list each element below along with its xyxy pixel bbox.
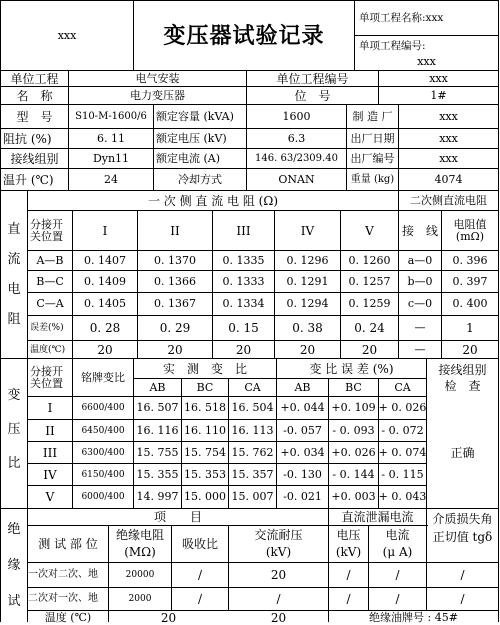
ratio-measured: 15. 762	[231, 445, 274, 459]
dc-temp-wiring: —	[414, 342, 426, 356]
ratio-group-result: 正确	[450, 445, 475, 460]
ratio-error: - 0. 144	[332, 467, 375, 481]
sub-project-name: 单项工程名称:xxx	[359, 12, 444, 24]
dc-cell: 0. 1259	[348, 297, 391, 310]
cooling-value: ONAN	[278, 172, 315, 186]
dc-tap-col: I	[102, 223, 108, 238]
dc-error: 0. 15	[228, 321, 259, 335]
date-value: xxx	[439, 131, 458, 145]
ins-current-header-line: (μ A)	[382, 545, 413, 559]
cooling-label: 冷却方式	[178, 172, 222, 186]
dc-cell: 0. 1370	[154, 253, 196, 267]
weight-value: 4074	[434, 172, 463, 186]
ins-tan-header	[427, 509, 498, 562]
temp-rise-value: 24	[104, 172, 118, 186]
capacity-value: 1600	[282, 109, 311, 123]
dc-side-char: 直	[7, 222, 21, 237]
ins-ir-header-line: (MΩ)	[124, 545, 156, 559]
header-left-code: xxx	[57, 28, 77, 42]
ratio-measured: 16. 113	[231, 423, 274, 437]
dc-cell: 0. 1291	[286, 274, 329, 288]
group-label: 接线组别	[10, 151, 59, 166]
dc-error: 0. 38	[292, 321, 323, 335]
ins-ir-header	[109, 526, 171, 562]
ratio-tap: III	[42, 445, 58, 460]
ratio-error: +0. 034	[280, 445, 325, 459]
ratio-measured: 15. 355	[136, 467, 179, 481]
ratio-error: - 0. 072	[381, 423, 424, 437]
ins-withstand-header-line: 交流耐压	[254, 528, 303, 542]
ins-temp-value-2: 20	[270, 611, 287, 625]
ins-tan: /	[460, 592, 465, 606]
ratio-side-char: 压	[7, 422, 21, 437]
ratio-measured: 14. 997	[136, 490, 179, 503]
dc-res-header-line: (mΩ)	[455, 229, 485, 243]
ratio-error: + 0. 074	[378, 445, 427, 459]
ratio-measured: 16. 116	[136, 423, 179, 437]
serial-value: xxx	[439, 151, 458, 165]
ins-tan: /	[460, 568, 465, 582]
ratio-measured: 15. 754	[184, 445, 226, 459]
unit-no-value: xxx	[429, 71, 448, 85]
position-label: 位 号	[294, 88, 331, 103]
ins-part-header: 测 试 部 位	[38, 537, 98, 551]
dc-res: 0. 396	[452, 253, 488, 267]
dc-temp-res: 20	[462, 342, 478, 357]
ratio-measured: 15. 353	[184, 467, 226, 481]
dc-cell: 0. 1334	[222, 297, 265, 310]
ins-tan-header-line: 介质损失角	[432, 512, 493, 526]
dc-tap-header-line: 关位置	[30, 229, 63, 243]
dc-cell: 0. 1409	[84, 274, 126, 288]
ratio-error: -0. 021	[283, 490, 322, 503]
dc-cell: 0. 1296	[286, 253, 329, 267]
dc-tap-col: IV	[300, 223, 315, 238]
ins-volt: /	[346, 592, 351, 606]
ratio-measured: 16. 504	[231, 401, 274, 414]
capacity-label: 额定容量 (kVA)	[156, 109, 234, 123]
maker-value: xxx	[439, 109, 458, 123]
dc-side-char: 电	[7, 282, 21, 297]
dc-row-label: B—C	[36, 274, 64, 288]
ratio-measured: 16. 518	[184, 401, 226, 414]
ratio-phase-e: CA	[394, 380, 411, 394]
ins-withstand-header-line: (kV)	[265, 545, 292, 559]
dc-secondary-title: 二次侧直流电阻	[410, 193, 487, 207]
ratio-nameplate: 6150/400	[81, 469, 125, 480]
ratio-phase-m: BC	[196, 380, 214, 394]
ratio-measured: 15. 357	[231, 467, 274, 481]
dc-side-char: 阻	[7, 312, 21, 327]
ins-item-header: 项 目	[153, 510, 202, 524]
current-label: 额定电流 (A)	[156, 151, 221, 165]
dc-tap-header-line: 分接开	[30, 217, 63, 231]
dc-cell: 0. 1257	[348, 274, 391, 288]
ratio-tap-header-line: 关位置	[30, 376, 63, 390]
unit-no-label: 单位工程编号	[276, 71, 349, 86]
dc-tap-col: V	[365, 223, 374, 238]
dc-res: 0. 397	[452, 274, 488, 288]
dc-wiring-header: 接 线	[401, 223, 438, 238]
ins-volt-header-line: 电压	[336, 528, 361, 542]
dc-row-label: A—B	[36, 253, 64, 267]
ratio-error: +0. 003	[331, 490, 376, 503]
dc-res-header-line: 电阻值	[453, 217, 487, 231]
ins-tan-header-line: 正切值 tgδ	[432, 530, 493, 544]
dc-side-char: 流	[7, 252, 21, 267]
dc-cell: 0. 1405	[84, 297, 126, 310]
ins-absorb: /	[197, 592, 203, 606]
ratio-error: -0. 057	[283, 423, 322, 437]
dc-side-label	[1, 210, 27, 340]
ratio-nameplate-header: 铭牌变比	[81, 370, 125, 384]
ins-withstand: /	[276, 592, 281, 606]
dc-tap-header	[28, 211, 72, 250]
dc-error: 0. 29	[159, 321, 191, 335]
ratio-side-char: 变	[7, 388, 21, 403]
ratio-nameplate: 6300/400	[81, 447, 125, 458]
ratio-error: - 0. 093	[332, 423, 375, 437]
ins-ir-header-line: 绝缘电阻	[115, 528, 164, 542]
ratio-tap: I	[47, 401, 53, 415]
serial-label: 出厂编号	[350, 151, 395, 165]
ins-current: /	[395, 592, 400, 606]
ins-side-char: 绝	[7, 522, 21, 537]
ins-absorb: /	[197, 568, 203, 582]
dc-error: 0. 24	[354, 321, 385, 335]
ratio-error: - 0. 115	[381, 467, 424, 481]
dc-tap-col: II	[170, 223, 180, 238]
ratio-measured: 15. 755	[136, 445, 179, 459]
ins-part: 二次对一次、地	[28, 593, 98, 604]
name-value: 电力变压器	[130, 88, 185, 102]
dc-wiring: a—0	[407, 253, 433, 267]
ratio-phase-e: AB	[294, 380, 311, 394]
ratio-measured: 15. 007	[231, 490, 274, 503]
ins-current-header	[369, 526, 426, 562]
ratio-tap: IV	[43, 467, 57, 482]
ins-oil-label: 绝缘油牌号 : 45#	[369, 611, 458, 624]
ratio-measured: 15. 000	[184, 490, 226, 503]
ins-ir: 2000	[128, 594, 152, 604]
model-value: S10-M-1600/6	[75, 110, 147, 122]
ins-side-char: 试	[7, 594, 21, 609]
dc-error-res: 1	[466, 321, 474, 335]
ratio-error: + 0. 043	[378, 490, 427, 503]
dc-row-label: C—A	[36, 297, 64, 310]
dc-error-wiring: —	[414, 321, 426, 334]
dc-temp: 20	[361, 342, 378, 357]
dc-primary-title: 一 次 侧 直 流 电 阻 (Ω)	[147, 193, 278, 208]
ins-ir: 20000	[125, 570, 155, 580]
dc-temp-label: 温度(℃)	[30, 344, 66, 355]
ratio-side-label	[1, 370, 27, 490]
ins-current: /	[395, 568, 400, 582]
dc-cell: 0. 1333	[222, 274, 265, 288]
ratio-nameplate: 6600/400	[81, 403, 125, 413]
dc-cell: 0. 1335	[222, 253, 265, 267]
dc-wiring: c—0	[407, 297, 433, 310]
position-value: 1#	[430, 88, 447, 102]
ratio-error: +0. 109	[331, 401, 376, 414]
dc-cell: 0. 1407	[84, 253, 126, 267]
ratio-tap-header-line: 分接开	[30, 364, 63, 378]
dc-error-label: 误差(%)	[30, 323, 64, 333]
ins-temp-label: 温度 (℃)	[44, 611, 92, 624]
ratio-tap: V	[45, 490, 55, 504]
ins-part: 一次对二次、地	[28, 569, 98, 580]
ratio-nameplate: 6000/400	[81, 492, 125, 502]
ratio-error-header: 变 比 误 差 (%)	[309, 361, 394, 376]
name-label: 名 称	[16, 88, 53, 103]
dc-temp: 20	[235, 342, 252, 357]
dc-cell: 0. 1366	[154, 274, 196, 288]
ratio-error: +0. 026	[331, 445, 376, 459]
ratio-tap-header	[28, 359, 72, 396]
dc-cell: 0. 1260	[348, 253, 391, 267]
ratio-measured: 16. 507	[136, 401, 179, 414]
current-value: 146. 63/2309.40	[255, 152, 338, 164]
dc-res-header	[442, 211, 498, 250]
ratio-phase-m: CA	[244, 380, 261, 394]
ratio-measured: 16. 110	[184, 423, 226, 437]
impedance-label: 阻抗 (%)	[3, 131, 52, 146]
ratio-nameplate: 6450/400	[81, 425, 125, 436]
ratio-tap: II	[45, 423, 55, 438]
ratio-phase-e: BC	[345, 380, 362, 394]
dc-temp: 20	[97, 342, 113, 357]
ratio-group-header-line: 接线组别	[438, 362, 487, 377]
ins-side-label	[1, 512, 27, 622]
ins-volt-header	[329, 526, 368, 562]
ratio-error: -0. 130	[283, 467, 322, 481]
dc-error: 0. 28	[89, 321, 121, 335]
ratio-measured-header: 实 测 变 比	[162, 361, 247, 376]
ins-current-header-line: 电流	[385, 528, 410, 542]
weight-label: 重量 (kg)	[350, 173, 395, 185]
dc-tap-col: III	[236, 223, 251, 238]
ins-withstand: 20	[270, 568, 287, 582]
model-label: 型 号	[16, 109, 53, 124]
ins-withstand-header	[229, 526, 328, 562]
ins-absorb-header: 吸收比	[181, 537, 218, 551]
dc-temp: 20	[299, 342, 316, 357]
ins-volt-header-line: (kV)	[335, 545, 362, 559]
dc-cell: 0. 1294	[286, 297, 329, 310]
dc-wiring: b—0	[407, 274, 433, 288]
unit-project-label: 单位工程	[10, 71, 59, 86]
ins-temp-value: 20	[160, 611, 177, 625]
date-label: 出厂日期	[350, 131, 395, 145]
dc-cell: 0. 1367	[154, 297, 196, 310]
ratio-error: +0. 044	[280, 401, 325, 414]
voltage-value: 6.3	[287, 131, 306, 145]
maker-label: 制 造 厂	[352, 109, 393, 123]
temp-rise-label: 温升 (℃)	[3, 172, 54, 187]
page-title: 变压器试验记录	[163, 22, 325, 49]
group-value: Dyn11	[92, 151, 130, 165]
voltage-label: 额定电压 (kV)	[156, 131, 227, 145]
ratio-side-char: 比	[7, 456, 21, 471]
unit-project-value: 电气安装	[135, 71, 180, 85]
ratio-error: + 0. 026	[378, 401, 427, 414]
ratio-group-header	[427, 359, 498, 396]
ins-volt: /	[346, 568, 351, 582]
sub-project-no-label: 单项工程编号:	[359, 40, 426, 52]
dc-res: 0. 400	[452, 297, 488, 310]
ratio-group-header-line: 检 查	[444, 378, 481, 393]
ins-leak-header: 直流泄漏电流	[341, 510, 414, 524]
sub-project-no-value: xxx	[417, 55, 436, 68]
ratio-phase-m: AB	[149, 380, 166, 394]
dc-temp: 20	[167, 342, 183, 357]
impedance-value: 6. 11	[97, 131, 125, 145]
ins-side-char: 缘	[7, 558, 21, 573]
